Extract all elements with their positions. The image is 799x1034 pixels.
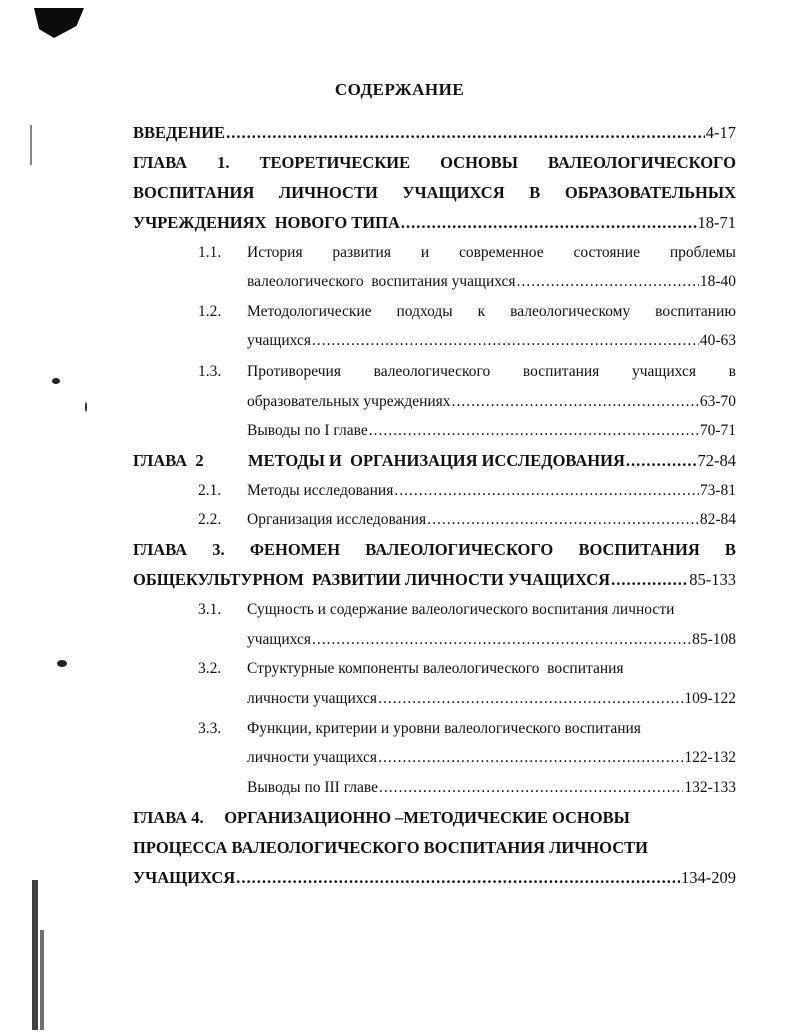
toc-page-range: 122-132 [684, 749, 736, 766]
toc-page-range: 134-209 [681, 868, 736, 887]
toc-page-range: 85-133 [689, 570, 736, 589]
toc-chapter3-line2 [133, 567, 736, 593]
toc-word: современное [458, 244, 544, 261]
toc-page-range: 18-40 [699, 273, 736, 290]
toc-word: ГЛАВА [133, 540, 188, 559]
toc-word: состояние [573, 244, 640, 261]
toc-entry-label: личности учащихся [247, 749, 378, 766]
toc-word: учащихся [631, 363, 696, 380]
toc-section-number: 1.1. [198, 244, 222, 261]
toc-entry-label: личности учащихся [247, 690, 378, 707]
toc-section-3-1-line2 [247, 627, 736, 653]
toc-word: Методологические [247, 303, 372, 320]
scan-speck [52, 378, 60, 384]
toc-page-range: 82-84 [699, 511, 736, 528]
toc-chapter-prefix: ГЛАВА 2 [133, 451, 204, 470]
toc-section-3-3-line1: Функции, критерии и уровни валеологического воспитания [247, 720, 641, 737]
toc-word: в [728, 363, 736, 380]
toc-entry-intro [133, 120, 736, 146]
toc-page-range: 72-84 [697, 451, 736, 470]
scan-speck [85, 402, 87, 412]
toc-page-range: 40-63 [699, 332, 736, 349]
toc-section-2-2 [247, 507, 736, 533]
toc-chapter3-line1 [133, 537, 736, 563]
toc-leader-dots [401, 210, 697, 236]
toc-word: валеологическому [510, 303, 631, 320]
toc-section-number: 3.1. [198, 601, 222, 618]
toc-entry-label: УЧАЩИХСЯ [133, 868, 236, 887]
toc-leader-dots [517, 269, 699, 295]
toc-leader-dots [427, 507, 699, 533]
toc-word: к [477, 303, 486, 320]
toc-word: валеологического [373, 363, 491, 380]
toc-word: ТЕОРЕТИЧЕСКИЕ [259, 153, 411, 172]
scan-speck [57, 660, 67, 667]
toc-leader-dots [452, 389, 699, 415]
toc-page-range: 4-17 [705, 123, 736, 142]
toc-section-1-1-line2 [247, 269, 736, 295]
toc-word: История [247, 244, 303, 261]
toc-leader-dots [312, 627, 691, 653]
scan-edge-mark [40, 930, 44, 1030]
toc-word: ВОСПИТАНИЯ [133, 183, 255, 202]
toc-word: ОБРАЗОВАТЕЛЬНЫХ [564, 183, 736, 202]
toc-chapter1-line1 [133, 150, 736, 176]
toc-conclusions-chapter3 [247, 775, 736, 801]
toc-section-1-2-line1 [247, 299, 736, 325]
toc-page-range: 18-71 [697, 213, 736, 232]
toc-section-number: 2.1. [198, 482, 222, 499]
toc-entry-label: ОБЩЕКУЛЬТУРНОМ РАЗВИТИИ ЛИЧНОСТИ УЧАЩИХСЯ [133, 570, 611, 589]
toc-chapter4-line1: ГЛАВА 4. ОРГАНИЗАЦИОННО –МЕТОДИЧЕСКИЕ ОСНОВЫ [133, 808, 630, 827]
toc-section-3-2-line2 [247, 686, 736, 712]
scan-edge-mark [32, 880, 38, 1030]
toc-leader-dots [369, 418, 699, 444]
toc-word: ВОСПИТАНИЯ [578, 540, 700, 559]
toc-word: В [529, 183, 541, 202]
toc-entry-label: валеологического воспитания учащихся [247, 273, 516, 290]
toc-leader-dots [379, 775, 683, 801]
toc-entry-label: ВВЕДЕНИЕ [133, 123, 226, 142]
toc-entry-label: учащихся [247, 332, 311, 349]
toc-word: воспитания [522, 363, 600, 380]
toc-word: Противоречия [247, 363, 341, 380]
toc-entry-label: учащихся [247, 631, 311, 648]
toc-section-2-1 [247, 478, 736, 504]
toc-word: ВАЛЕОЛОГИЧЕСКОГО [365, 540, 554, 559]
toc-page-range: 109-122 [684, 690, 736, 707]
toc-chapter1-line2 [133, 180, 736, 206]
toc-page-range: 132-133 [684, 779, 736, 796]
toc-leader-dots [236, 865, 680, 891]
toc-word: воспитанию [655, 303, 736, 320]
toc-page-range: 73-81 [699, 482, 736, 499]
toc-word: ЛИЧНОСТИ [278, 183, 378, 202]
toc-section-3-2-line1: Структурные компоненты валеологического воспитания [247, 660, 624, 677]
toc-section-3-1-line1: Сущность и содержание валеологического воспитания личности [247, 601, 675, 618]
scan-blot-top-left [34, 8, 84, 38]
toc-chapter4-line3 [133, 865, 736, 891]
toc-leader-dots [312, 328, 699, 354]
toc-section-1-2-line2 [247, 328, 736, 354]
toc-word: развития [332, 244, 391, 261]
toc-leader-dots [226, 120, 705, 146]
toc-entry-label: образовательных учреждениях [247, 393, 451, 410]
toc-leader-dots [378, 686, 683, 712]
toc-section-number: 1.3. [198, 363, 222, 380]
toc-section-1-3-line2 [247, 389, 736, 415]
toc-entry-label: УЧРЕЖДЕНИЯХ НОВОГО ТИПА [133, 213, 400, 232]
toc-section-1-3-line1 [247, 359, 736, 385]
toc-chapter2 [133, 448, 736, 474]
toc-section-number: 3.2. [198, 660, 222, 677]
toc-page-range: 70-71 [699, 422, 736, 439]
toc-section-number: 1.2. [198, 303, 222, 320]
toc-leader-dots [378, 745, 683, 771]
toc-entry-label: Организация исследования [247, 511, 427, 528]
page-title: СОДЕРЖАНИЕ [334, 80, 465, 99]
toc-entry-label: Выводы по III главе [247, 779, 379, 796]
toc-chapter1-line3 [133, 210, 736, 236]
scan-edge-mark [30, 125, 32, 165]
toc-leader-dots [611, 567, 688, 593]
toc-section-1-1-line1 [247, 240, 736, 266]
toc-entry-label: МЕТОДЫ И ОРГАНИЗАЦИЯ ИССЛЕДОВАНИЯ [248, 451, 625, 470]
toc-word: УЧАЩИХСЯ [402, 183, 505, 202]
toc-entry-label: Методы исследования [247, 482, 394, 499]
toc-word: проблемы [669, 244, 736, 261]
toc-section-number: 2.2. [198, 511, 222, 528]
toc-section-number: 3.3. [198, 720, 222, 737]
toc-leader-dots [626, 448, 697, 474]
toc-chapter4-line2: ПРОЦЕССА ВАЛЕОЛОГИЧЕСКОГО ВОСПИТАНИЯ ЛИЧНОСТИ [133, 838, 648, 857]
toc-word: ГЛАВА [133, 153, 188, 172]
toc-conclusions-chapter1 [247, 418, 736, 444]
toc-word: ФЕНОМЕН [249, 540, 341, 559]
toc-word: подходы [396, 303, 453, 320]
toc-word: 3. [212, 540, 225, 559]
toc-word: 1. [217, 153, 230, 172]
toc-word: и [420, 244, 430, 261]
toc-leader-dots [394, 478, 699, 504]
toc-word: В [724, 540, 736, 559]
toc-page-range: 85-108 [692, 631, 736, 648]
toc-section-3-3-line2 [247, 745, 736, 771]
toc-word: ОСНОВЫ [440, 153, 518, 172]
toc-page-range: 63-70 [699, 393, 736, 410]
toc-entry-label: Выводы по I главе [247, 422, 368, 439]
toc-word: ВАЛЕОЛОГИЧЕСКОГО [547, 153, 736, 172]
